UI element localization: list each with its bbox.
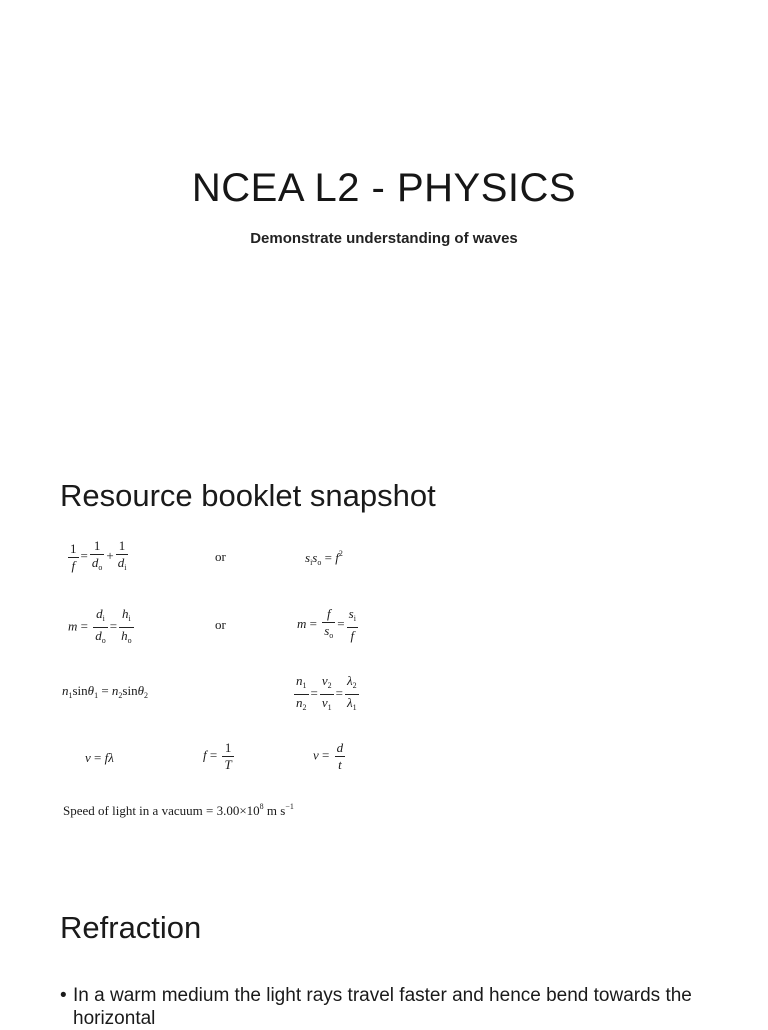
newtonian-lens-formula: $s_is_o = f^2$ xyxy=(305,549,343,567)
or-label: or xyxy=(215,549,226,564)
or-label: or xyxy=(215,617,226,632)
presentation-title: NCEA L2 - PHYSICS xyxy=(191,166,577,210)
refractive-index-ratio-formula: $\frac{n_1}{n_2}$ = $\frac{v_2}{v_1}$ = $\frac{\lambda_2}{\lambda_1}$ xyxy=(296,673,357,712)
speed-of-light-mantissa: 3.00×10 xyxy=(216,803,260,818)
presentation-subtitle: Demonstrate understanding of waves xyxy=(250,230,518,247)
resource-booklet-heading: Resource booklet snapshot xyxy=(60,478,436,513)
refraction-bullet xyxy=(60,984,740,1030)
speed-of-light-unit-exponent: −1 xyxy=(285,802,294,811)
snells-law-formula: $n_1\sin\theta_1 = n_2\sin\theta_2$ xyxy=(62,683,148,700)
speed-of-light-equals: = xyxy=(205,803,214,818)
speed-of-light-constant xyxy=(63,802,294,819)
refraction-bullet-text: In a warm medium the light rays travel faster and hence bend towards the horizontal xyxy=(73,985,692,1029)
wave-equation-formula: v = fλ xyxy=(85,750,114,765)
speed-of-light-unit: m s xyxy=(266,803,286,818)
speed-of-light-label: Speed of light in a vacuum xyxy=(63,803,203,818)
bullet-marker: • xyxy=(60,985,67,1006)
magnification-focal-formula: m = $\frac{f}{s_o}$ = $\frac{s_i}{f}$ xyxy=(297,606,356,643)
magnification-formula: m = $\frac{d_i}{d_o}$ = $\frac{h_i}{h_o}$ xyxy=(68,606,132,645)
lens-formula: $\frac{1}{f}$ = $\frac{1}{d_o}$ + $\frac{1}{d_i}$ xyxy=(70,538,127,573)
speed-distance-time-formula: v = $\frac{d}{t}$ xyxy=(313,740,344,772)
speed-of-light-exponent: 8 xyxy=(259,802,264,811)
frequency-period-formula: f = $\frac{1}{T}$ xyxy=(203,740,232,772)
refraction-heading: Refraction xyxy=(60,910,202,945)
